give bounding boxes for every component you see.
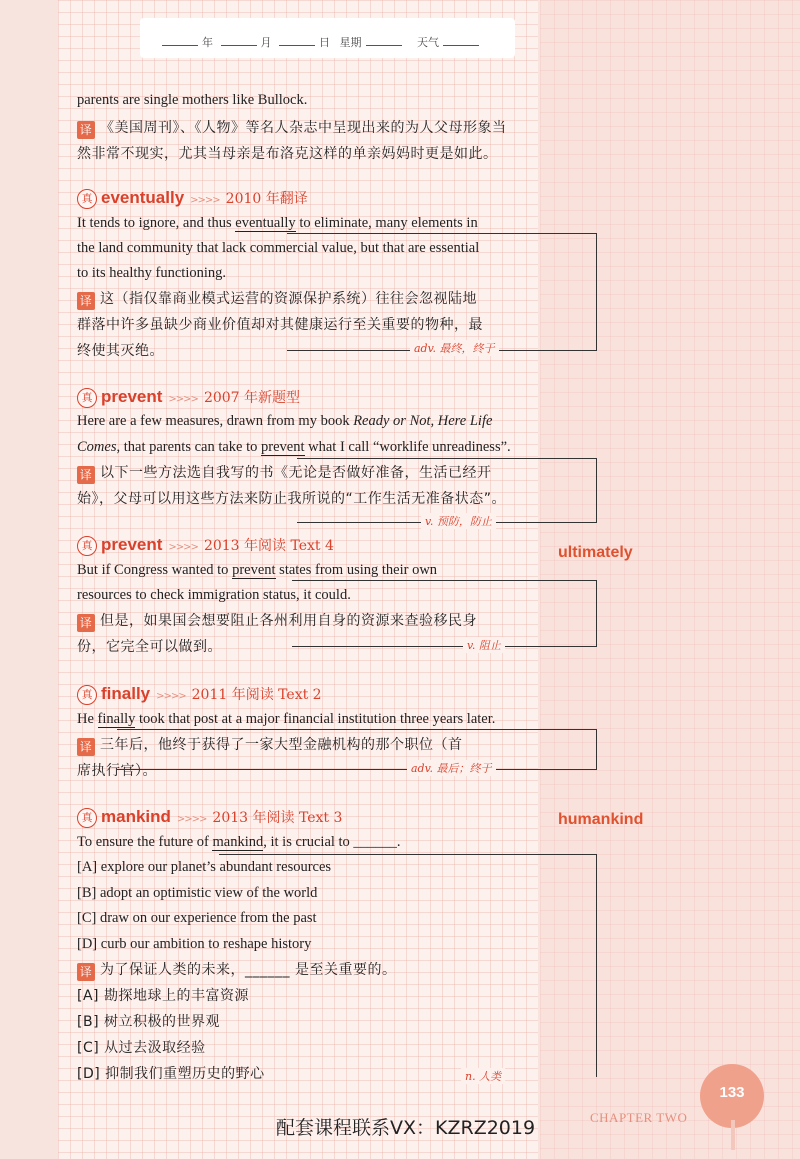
entry1-en-line2: the land community that lack commercial value, but that are essential — [77, 240, 480, 256]
real-exam-badge: 真 — [77, 536, 97, 556]
entry5-en-line1: To ensure the future of mankind, it is crucial to ______. — [77, 834, 401, 850]
bracket-line — [219, 854, 597, 1077]
entry3-zh-line1: 译 但是，如果国会想要阻止各州利用自身的资源来查验移民身 — [77, 609, 517, 634]
entry4-en-line1: He finally took that post at a major financial institution three years later. — [77, 711, 496, 727]
entry1-zh-line2: 群落中许多虽缺少商业价值却对其健康运行至关重要的物种，最 — [77, 317, 483, 333]
translation-mark: 译 — [77, 121, 95, 139]
entry4-zh-line2: 席执行官）。 — [77, 763, 157, 779]
option-en-c: [C] draw on our experience from the past — [77, 910, 317, 926]
entry-head-prevent-2007: 真 prevent >>>> 2007 年新题型 — [77, 384, 300, 413]
footer-watermark: 配套课程联系VX：KZRZ2019 — [276, 1117, 536, 1139]
translation-mark: 译 — [77, 466, 95, 484]
entry-head-mankind: 真 mankind >>>> 2013 年阅读 Text 3 — [77, 804, 342, 833]
entry-head-finally: 真 finally >>>> 2011 年阅读 Text 2 — [77, 681, 322, 710]
pos-label: adv. 最终，终于 — [410, 340, 499, 356]
pos-label: n. 人类 — [461, 1068, 505, 1084]
option-zh-c: [C] 从过去汲取经验 — [77, 1040, 206, 1056]
translation-mark: 译 — [77, 614, 95, 632]
entry4-zh-line1: 译 三年后，他终于获得了一家大型金融机构的那个职位（首 — [77, 733, 517, 758]
entry1-zh-line1: 译 这（指仅靠商业模式运营的资源保护系统）往往会忽视陆地 — [77, 287, 517, 312]
bracket-line — [117, 729, 597, 770]
chapter-label: CHAPTER TWO — [590, 1110, 688, 1125]
pos-label: v. 阻止 — [463, 637, 505, 653]
bracket-line — [287, 233, 597, 351]
real-exam-badge: 真 — [77, 685, 97, 705]
entry2-en-line1: Here are a few measures, drawn from my book Ready or Not, Here Life — [77, 413, 493, 429]
entry3-en-line2: resources to check immigration status, it could. — [77, 587, 351, 603]
option-zh-d: [D] 抑制我们重塑历史的野心 — [77, 1066, 265, 1082]
badge-stem — [731, 1120, 735, 1150]
option-zh-b: [B] 树立积极的世界观 — [77, 1014, 220, 1030]
pos-label: adv. 最后；终于 — [407, 760, 496, 776]
option-en-d: [D] curb our ambition to reshape history — [77, 936, 312, 952]
entry2-en-line2: Comes, that parents can take to prevent what I call “worklife unreadiness”. — [77, 439, 511, 455]
synonym-ultimately: ultimately — [558, 544, 633, 561]
entry3-zh-line2: 份，它完全可以做到。 — [77, 639, 222, 655]
intro-zh-line1: 译 《美国周刊》、《人物》等名人杂志中呈现出来的为人父母形象当 — [77, 116, 517, 141]
intro-en: parents are single mothers like Bullock. — [77, 92, 308, 108]
date-line: 年 月 日 星期 天气 — [158, 34, 483, 50]
translation-mark: 译 — [77, 963, 95, 981]
translation-mark: 译 — [77, 292, 95, 310]
entry-head-prevent-2013: 真 prevent >>>> 2013 年阅读 Text 4 — [77, 532, 334, 561]
real-exam-badge: 真 — [77, 388, 97, 408]
real-exam-badge: 真 — [77, 189, 97, 209]
bracket-line — [292, 580, 597, 647]
real-exam-badge: 真 — [77, 808, 97, 828]
synonym-humankind: humankind — [558, 811, 644, 828]
intro-zh-line2: 然非常不现实，尤其当母亲是布洛克这样的单亲妈妈时更是如此。 — [77, 146, 498, 162]
entry5-zh-line1: 译 为了保证人类的未来，______ 是至关重要的。 — [77, 958, 517, 983]
option-zh-a: [A] 勘探地球上的丰富资源 — [77, 988, 249, 1004]
translation-mark: 译 — [77, 738, 95, 756]
entry2-zh-line2: 始》，父母可以用这些方法来防止我所说的“工作生活无准备状态”。 — [77, 491, 507, 507]
entry-head-eventually: 真 eventually >>>> 2010 年翻译 — [77, 185, 308, 214]
entry1-en-line1: It tends to ignore, and thus eventually to eliminate, many elements in — [77, 215, 478, 231]
page-number: 133 — [719, 1084, 745, 1101]
pos-label: v. 预防，防止 — [421, 513, 496, 529]
option-en-b: [B] adopt an optimistic view of the world — [77, 885, 318, 901]
entry3-en-line1: But if Congress wanted to prevent states from using their own — [77, 562, 438, 578]
entry1-en-line3: to its healthy functioning. — [77, 265, 227, 281]
option-en-a: [A] explore our planet’s abundant resources — [77, 859, 332, 875]
entry1-zh-line3: 终使其灭绝。 — [77, 343, 164, 359]
entry2-zh-line1: 译 以下一些方法选自我写的书《无论是否做好准备，生活已经开 — [77, 461, 517, 486]
